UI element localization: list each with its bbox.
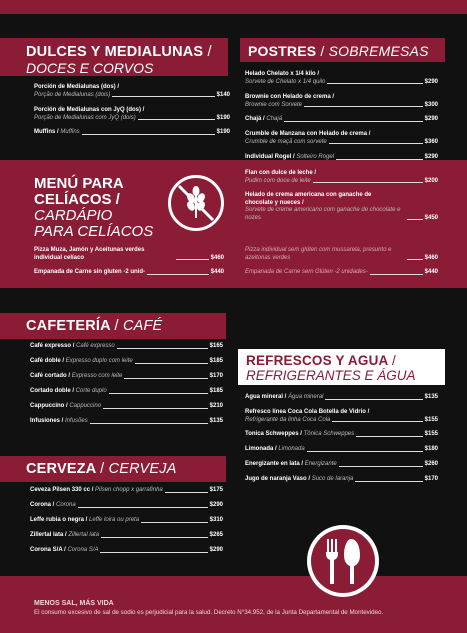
section-banner-dulces (0, 38, 228, 76)
item-price: $185 (209, 358, 223, 364)
item-price: $310 (209, 517, 223, 523)
item-price: $360 (424, 138, 438, 145)
list-item (30, 343, 223, 351)
item-translation: Cappuccino (69, 403, 102, 409)
item-name: Café expresso / (30, 343, 75, 349)
item-translation: Café expresso (76, 343, 115, 349)
list-item (245, 247, 438, 262)
item-name: Corona / (30, 502, 55, 508)
item-name: Porción de Medialunas (dos) / (34, 84, 120, 90)
item-price: $140 (216, 91, 230, 98)
section-title: CAFETERÍA (26, 318, 111, 334)
item-price: $300 (424, 101, 438, 108)
item-name: Pizza Muza, Jamón y Aceitunas verdes individual celíaco (34, 247, 145, 261)
item-name: Energizante en lata / (245, 461, 304, 467)
item-translation: Infusões (65, 418, 88, 424)
section-subtitle: CERVEJA (108, 461, 177, 477)
list-item (34, 129, 230, 137)
item-name: Chajá / (245, 116, 265, 122)
item-translation: Leffe loira ou preta (89, 517, 140, 523)
list-item (30, 403, 223, 411)
item-price: $155 (424, 431, 438, 437)
item-price: $290 (424, 116, 438, 122)
item-name: Porción de Medialunas con JyQ (dos) / (34, 107, 145, 113)
item-price: $210 (209, 403, 223, 409)
section-title: POSTRES (248, 43, 317, 59)
item-translation: Sorvete de creme americano com ganache de chocolate e nozes (245, 207, 401, 221)
list-item (30, 358, 223, 366)
section-banner-refrescos (238, 349, 445, 385)
item-name: Muffins / (34, 129, 59, 135)
item-name: Brownie con Helado de crema / (245, 94, 335, 100)
section-banner-cafeteria (0, 313, 226, 339)
list-item (245, 409, 438, 424)
item-name: Cortado doble / (30, 388, 74, 394)
item-price: $155 (424, 416, 438, 423)
item-translation: Suco de laranja (311, 476, 354, 482)
celiac-title (34, 176, 153, 240)
item-price: $290 (424, 154, 438, 160)
item-translation: Empanada de Carne sem Glúten -2 unidades- (245, 269, 368, 275)
item-price: $170 (209, 373, 223, 379)
title-separator: / (207, 44, 212, 60)
celiac-title-line1: MENÚ PARA (34, 175, 124, 192)
title-separator: / (100, 461, 105, 477)
item-price: $460 (210, 254, 224, 261)
top-bar (0, 0, 467, 14)
item-translation: Água mineral (288, 394, 324, 400)
list-item (245, 461, 438, 469)
item-translation: Corona S/A (67, 547, 99, 553)
item-name: Refresco línea Coca Cola Botella de Vidrio / (245, 409, 370, 415)
list-item (30, 487, 223, 495)
section-subtitle: SOBREMESAS (328, 43, 429, 59)
item-price: $175 (209, 487, 223, 493)
item-translation: Pilsen chopp x garrafinha (95, 487, 163, 493)
item-price: $260 (424, 461, 438, 467)
gluten-free-icon (168, 175, 224, 231)
item-name: Individual Rogel / (245, 154, 295, 160)
item-name: Café doble / (30, 358, 65, 364)
list-item (30, 547, 223, 555)
list-item (34, 107, 230, 122)
list-item (34, 247, 224, 262)
item-translation: Muffins (60, 129, 80, 135)
item-translation: Porção de Medialunas com JyQ (dois) (34, 114, 136, 121)
list-item (30, 418, 223, 426)
section-title: DULCES Y MEDIALUNAS (26, 44, 204, 60)
item-translation: Chajá (266, 116, 283, 122)
title-separator: / (114, 318, 119, 334)
item-name: Jugo de naranja Vaso / (245, 476, 311, 482)
item-price: $180 (424, 446, 438, 452)
item-translation: Corte duplo (75, 388, 107, 394)
item-price: $290 (209, 547, 223, 553)
list-item (245, 269, 438, 277)
section-banner-postres (240, 38, 445, 62)
item-translation: Tônica Schweppes (303, 431, 355, 437)
item-name: Infusiones / (30, 418, 64, 424)
cutlery-icon (307, 525, 379, 597)
item-name: Agua mineral / (245, 394, 287, 400)
list-item (245, 170, 438, 185)
item-translation: Porção de Medialunas (dois) (34, 91, 111, 98)
celiac-title-line2: CELÍACOS / (34, 191, 120, 208)
item-price: $135 (424, 394, 438, 400)
item-translation: Refrigerante da linha Coca Cola (245, 416, 331, 423)
item-name: Corona S/A / (30, 547, 66, 553)
item-translation: Expresso com leite (71, 373, 123, 379)
list-item (30, 388, 223, 396)
item-price: $185 (209, 388, 223, 394)
celiac-subtitle-line2: PARA CELÍACOS (34, 223, 154, 240)
item-translation: Limonada (278, 446, 305, 452)
item-translation: Energizante (304, 461, 337, 467)
item-name: Empanada de Carne sin gluten -2 unid- (34, 269, 146, 275)
item-name: Zillertal lata / (30, 532, 67, 538)
item-translation: Corona (56, 502, 76, 508)
item-translation: Pudim com doce de leite (245, 177, 311, 184)
footer-note: El consumo excesivo de sal de sodio es perjudicial para la salud. Decreto N°34.952, de la Junta Departamental de Montevideo. (34, 609, 384, 616)
footer-title: MENOS SAL, MÁS VIDA (34, 600, 114, 607)
list-item (245, 154, 438, 162)
section-subtitle: CAFÉ (122, 318, 163, 334)
section-banner-cerveza (0, 456, 226, 482)
item-price: $170 (424, 476, 438, 482)
item-name: Crumble de Manzana con Helado de crema / (245, 131, 371, 137)
item-translation: Crumble de maçã com sorvete (245, 138, 327, 145)
list-item (30, 517, 223, 525)
item-price: $290 (209, 502, 223, 508)
item-price: $265 (209, 532, 223, 538)
list-item (245, 94, 438, 109)
item-price: $440 (210, 269, 224, 275)
item-translation: Brownie com Sorvete (245, 101, 303, 108)
list-item (30, 373, 223, 381)
section-title: CERVEZA (26, 461, 96, 477)
title-separator: / (320, 43, 325, 59)
item-price: $200 (424, 177, 438, 184)
list-item (245, 446, 438, 454)
list-item (34, 84, 230, 99)
section-title: REFRESCOS Y AGUA (246, 353, 388, 368)
list-item (245, 192, 438, 222)
item-price: $440 (424, 269, 438, 275)
item-price: $190 (216, 114, 230, 121)
item-name: Helado de crema americana con ganache de chocolate y nueces / (245, 192, 372, 206)
celiac-subtitle-line1: CARDÁPIO (34, 207, 113, 224)
item-price: $450 (424, 214, 438, 221)
item-translation: Expresso duplo com leite (65, 358, 133, 364)
list-item (34, 269, 224, 277)
item-translation: Sorvete de Chelato x 1/4 quilo (245, 78, 326, 85)
list-item (30, 502, 223, 510)
list-item (245, 71, 438, 86)
item-name: Limonada / (245, 446, 277, 452)
item-translation: Pizza individual sem glúten com mussarela, presunto e azeitonas verdes (245, 247, 392, 261)
item-price: $190 (216, 129, 230, 135)
list-item (245, 394, 438, 402)
list-item (245, 431, 438, 439)
item-name: Cappuccino / (30, 403, 68, 409)
item-price: $290 (424, 78, 438, 85)
item-name: Helado Chelato x 1/4 kilo / (245, 71, 320, 77)
list-item (245, 131, 438, 146)
list-item (245, 476, 438, 484)
item-translation: Solteiro Rogel (296, 154, 335, 160)
list-item (245, 116, 438, 124)
item-name: Leffe rubia o negra / (30, 517, 88, 523)
section-subtitle: REFRIGERANTES E ÁGUA (246, 368, 416, 383)
item-name: Café cortado / (30, 373, 71, 379)
section-subtitle: DOCES E CORVOS (26, 60, 154, 76)
item-name: Flan con dulce de leche / (245, 170, 317, 176)
title-separator: / (391, 353, 396, 368)
item-price: $165 (209, 343, 223, 349)
list-item (30, 532, 223, 540)
item-translation: Zillertal lata (68, 532, 100, 538)
item-name: Tonica Schweppes / (245, 431, 302, 437)
item-price: $460 (424, 254, 438, 261)
item-price: $135 (209, 418, 223, 424)
item-name: Ceveza Pilsen 330 cc / (30, 487, 94, 493)
